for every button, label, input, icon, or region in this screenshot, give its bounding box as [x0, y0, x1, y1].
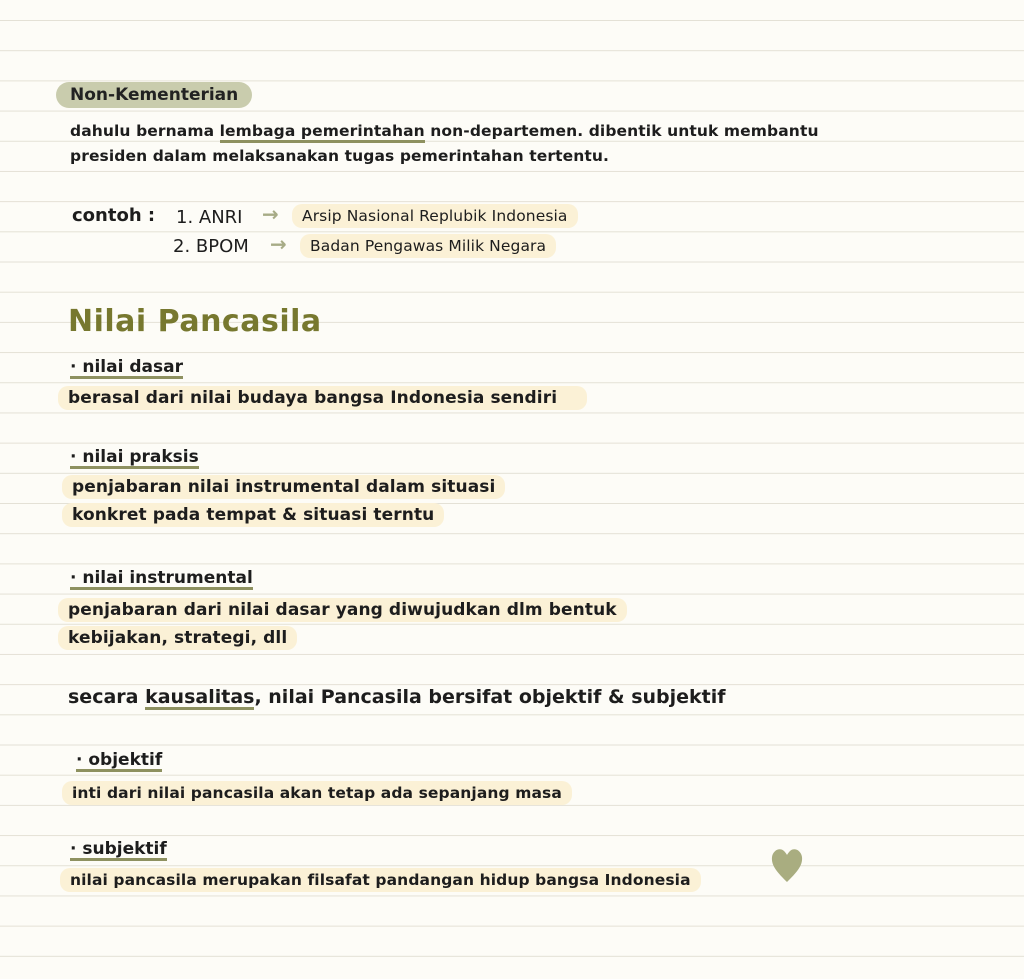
item-text: berasal dari nilai budaya bangsa Indonesia sendiri	[58, 386, 587, 410]
objektif-label: · objektif	[76, 750, 163, 770]
item-text: penjabaran nilai instrumental dalam situasi	[62, 475, 505, 499]
subjektif-label: · subjektif	[70, 839, 167, 859]
kausalitas-line	[68, 686, 726, 708]
right-arrow-icon: →	[262, 202, 279, 226]
example-code: 2. BPOM	[173, 236, 249, 257]
example-code: 1. ANRI	[176, 207, 243, 228]
heart-icon	[770, 846, 804, 884]
desc-text: dahulu bernama	[70, 122, 220, 140]
item-label: · nilai instrumental	[70, 568, 253, 588]
desc-underlined: lembaga pemerintahan	[220, 122, 425, 143]
section-heading: Non-Kementerian	[70, 85, 239, 105]
kausal-text: secara	[68, 686, 146, 708]
section-title: Nilai Pancasila	[68, 304, 322, 339]
desc-text: non-departemen. dibentik untuk membantu	[424, 122, 819, 140]
right-arrow-icon: →	[270, 232, 287, 256]
item-label: · nilai praksis	[70, 447, 199, 467]
heading-pill	[56, 82, 252, 108]
item-text: penjabaran dari nilai dasar yang diwujudkan dlm bentuk	[58, 598, 627, 622]
item-label: · nilai dasar	[70, 357, 183, 377]
desc-line-2: presiden dalam melaksanakan tugas pemerintahan tertentu.	[70, 147, 609, 165]
kausal-text: , nilai Pancasila bersifat objektif & subjektif	[254, 686, 726, 708]
objektif-text: inti dari nilai pancasila akan tetap ada sepanjang masa	[62, 781, 572, 805]
kausal-underlined: kausalitas	[145, 686, 255, 708]
subjektif-text: nilai pancasila merupakan filsafat pandangan hidup bangsa Indonesia	[60, 868, 701, 892]
desc-line-1	[70, 119, 819, 143]
example-meaning: Arsip Nasional Replubik Indonesia	[292, 204, 578, 228]
item-text: konkret pada tempat & situasi terntu	[62, 503, 444, 527]
contoh-label: contoh :	[72, 205, 156, 226]
example-meaning: Badan Pengawas Milik Negara	[300, 234, 556, 258]
item-text: kebijakan, strategi, dll	[58, 626, 297, 650]
